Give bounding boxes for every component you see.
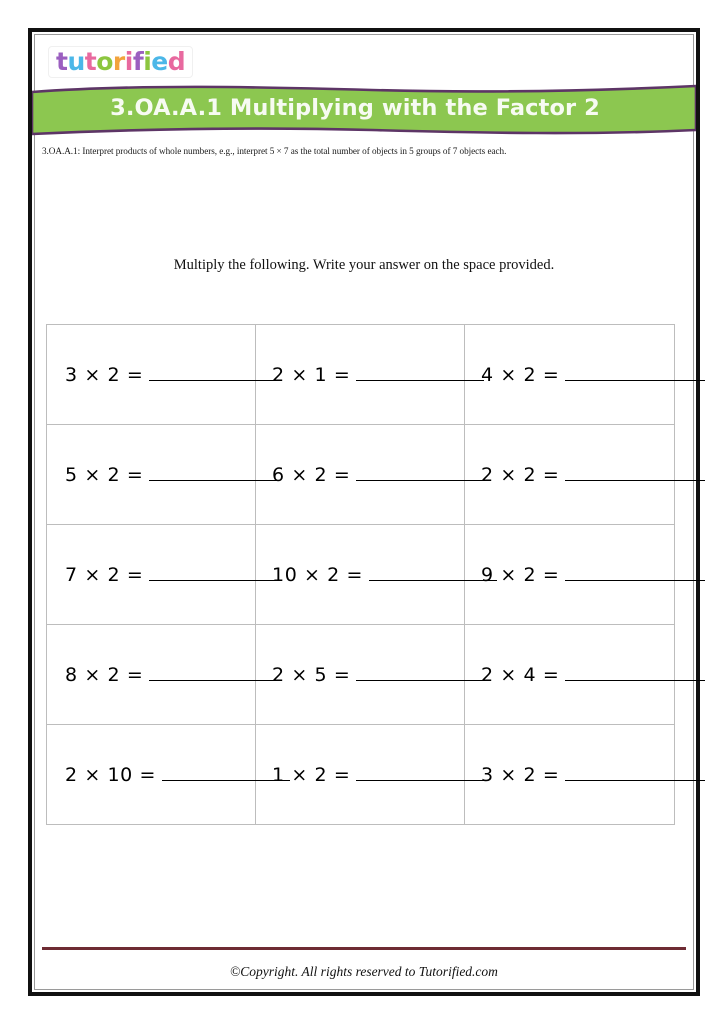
answer-blank[interactable] <box>565 769 705 781</box>
logo-letter-5: i <box>124 47 133 76</box>
title-banner <box>32 84 696 136</box>
table-row <box>47 625 675 725</box>
problem-cell-r5-c1[interactable] <box>47 725 256 825</box>
answer-blank[interactable] <box>565 469 705 481</box>
footer-divider <box>42 947 686 950</box>
problem <box>481 564 705 586</box>
page-border-frame <box>28 28 700 996</box>
problem-cell-r3-c1[interactable] <box>47 525 256 625</box>
answer-blank[interactable] <box>565 369 705 381</box>
logo-letter-2: t <box>84 47 97 76</box>
problem <box>272 364 484 386</box>
problem-cell-r2-c1[interactable] <box>47 425 256 525</box>
standard-description: 3.OA.A.1: Interpret products of whole numbers, e.g., interpret 5 × 7 as the total number of objects in 5 groups of 7 objects each. <box>42 146 507 156</box>
problem <box>65 564 277 586</box>
copyright-text: ©Copyright. All rights reserved to Tutorified.com <box>230 964 498 979</box>
problems-table <box>46 324 675 825</box>
problem-cell-r4-c3[interactable] <box>465 625 675 725</box>
logo-letter-4: r <box>112 47 125 76</box>
logo-letter-7: i <box>143 47 152 76</box>
problem-cell-r1-c3[interactable] <box>465 325 675 425</box>
problem-cell-r3-c3[interactable] <box>465 525 675 625</box>
problem <box>272 764 484 786</box>
worksheet-title: 3.OA.A.1 Multiplying with the Factor 2 <box>110 95 600 121</box>
problem-cell-r2-c3[interactable] <box>465 425 675 525</box>
logo-letter-9: d <box>167 47 186 76</box>
problem <box>272 664 484 686</box>
table-row <box>47 525 675 625</box>
logo-letter-0: t <box>56 47 68 76</box>
problem-cell-r4-c1[interactable] <box>47 625 256 725</box>
problem-expression: 8 × 2 = <box>65 663 144 686</box>
problems-table-body <box>47 325 675 825</box>
instruction-text: Multiply the following. Write your answer on the space provided. <box>173 257 555 273</box>
problem-expression: 2 × 5 = <box>272 663 351 686</box>
problem <box>65 464 277 486</box>
problem <box>65 364 277 386</box>
problem <box>481 464 705 486</box>
problem <box>481 364 705 386</box>
problem-cell-r1-c1[interactable] <box>47 325 256 425</box>
problem-expression: 3 × 2 = <box>65 363 144 386</box>
table-row <box>47 725 675 825</box>
problem <box>65 664 277 686</box>
logo-letter-1: u <box>67 47 85 76</box>
problem-cell-r4-c2[interactable] <box>256 625 465 725</box>
problem-expression: 1 × 2 = <box>272 763 351 786</box>
problem <box>272 464 484 486</box>
problem-cell-r5-c2[interactable] <box>256 725 465 825</box>
problem-expression: 6 × 2 = <box>272 463 351 486</box>
table-row <box>47 425 675 525</box>
problem-expression: 5 × 2 = <box>65 463 144 486</box>
problem-expression: 2 × 10 = <box>65 763 157 786</box>
problem-cell-r2-c2[interactable] <box>256 425 465 525</box>
problem-expression: 9 × 2 = <box>481 563 560 586</box>
problem <box>272 564 497 586</box>
table-row <box>47 325 675 425</box>
problem-expression: 3 × 2 = <box>481 763 560 786</box>
logo-letter-6: f <box>132 47 144 76</box>
answer-blank[interactable] <box>565 569 705 581</box>
tutorified-logo[interactable] <box>48 46 193 78</box>
problem-expression: 10 × 2 = <box>272 563 364 586</box>
problem-expression: 2 × 2 = <box>481 463 560 486</box>
problem-cell-r5-c3[interactable] <box>465 725 675 825</box>
tutorified-logo-text <box>56 49 185 74</box>
problem <box>481 764 705 786</box>
problem-expression: 2 × 1 = <box>272 363 351 386</box>
logo-letter-8: e <box>151 47 168 76</box>
answer-blank[interactable] <box>565 669 705 681</box>
logo-letter-3: o <box>96 47 113 76</box>
problem-expression: 2 × 4 = <box>481 663 560 686</box>
problem-cell-r3-c2[interactable] <box>256 525 465 625</box>
problem-expression: 4 × 2 = <box>481 363 560 386</box>
problem-expression: 7 × 2 = <box>65 563 144 586</box>
problem-cell-r1-c2[interactable] <box>256 325 465 425</box>
problem <box>481 664 705 686</box>
